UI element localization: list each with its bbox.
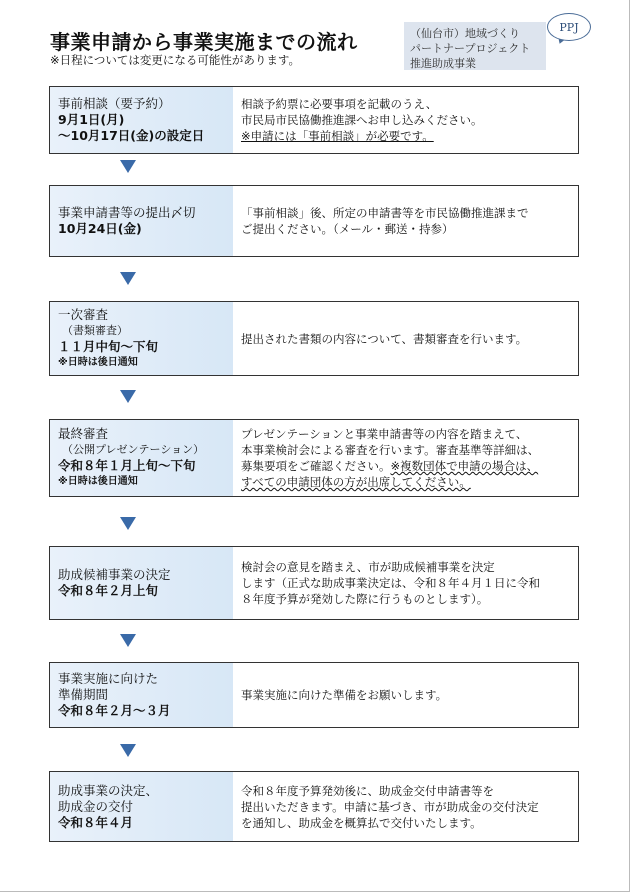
step-title: 助成金の交付: [58, 798, 134, 814]
project-line: （仙台市）地域づくり: [410, 27, 520, 40]
desc-line-emphasis: ※申請には「事前相談」が必要です。: [241, 129, 434, 143]
step-date: 令和８年１月上旬～下旬: [58, 458, 196, 473]
step-candidate-decision: [49, 546, 579, 620]
step-date: 令和８年４月: [58, 814, 134, 830]
desc-line-emphasis: すべての申請団体の方が出席してください。: [241, 475, 471, 489]
down-arrow-icon: [120, 160, 136, 173]
step-label: [50, 87, 233, 153]
step-pre-consultation: [49, 86, 579, 154]
step-title: 事業申請書等の提出〆切: [58, 205, 196, 220]
step-grant-payment: [49, 771, 579, 842]
desc-line: を通知し、助成金を概算払で交付いたします。: [241, 815, 482, 830]
step-description: [233, 186, 578, 256]
desc-line: 検討会の意見を踏まえ、市が助成候補事業を決定: [241, 560, 495, 574]
down-arrow-icon: [120, 272, 136, 285]
step-subtitle: （書類審査）: [62, 323, 128, 337]
desc-line: [241, 458, 570, 474]
desc-line: 「事前相談」後、所定の申請書等を市民協働推進課まで: [241, 206, 529, 220]
step-first-review: [49, 301, 579, 376]
project-line: パートナープロジェクト: [410, 42, 531, 55]
desc-line: プレゼンテーションと事業申請書等の内容を踏まえて、: [241, 427, 528, 441]
project-line: 推進助成事業: [410, 57, 476, 70]
step-label: [50, 420, 233, 496]
desc-line: ご提出ください。（メール・郵送・持参）: [241, 222, 454, 236]
desc-line: 相談予約票に必要事項を記載のうえ、: [241, 97, 438, 111]
desc-line: します（正式な助成事業決定は、令和８年４月１日に令和: [241, 576, 540, 590]
project-label: [404, 22, 546, 70]
step-description: [233, 772, 578, 841]
step-note: ※日時は後日通知: [58, 476, 138, 487]
step-description: [233, 420, 578, 496]
down-arrow-icon: [120, 634, 136, 647]
step-final-review: [49, 419, 579, 497]
step-date: 令和８年２月～３月: [58, 703, 171, 718]
desc-line: ８年度予算が発効した際に行うものとします）。: [241, 592, 489, 606]
step-label: [50, 663, 233, 727]
step-description: [233, 547, 578, 619]
down-arrow-icon: [120, 744, 136, 757]
step-title: 助成事業の決定、: [58, 782, 159, 798]
desc-text-emphasis: ※複数団体で申請の場合は、: [390, 459, 539, 473]
step-label: [50, 772, 233, 841]
desc-line: 事業実施に向けた準備をお願いします。: [241, 688, 448, 702]
step-description: [233, 663, 578, 727]
schedule-note: ※日程については変更になる可能性があります。: [50, 53, 300, 67]
step-label: [50, 547, 233, 619]
step-subtitle: （公開プレゼンテーション）: [62, 443, 205, 456]
desc-line: 提出いただきます。申請に基づき、市が助成金の交付決定: [241, 799, 539, 814]
desc-line: 令和８年度予算発効後に、助成金交付申請書等を: [241, 783, 494, 798]
step-description: [233, 302, 578, 375]
step-submission-deadline: [49, 185, 579, 257]
step-date: ～10月17日(金)の設定日: [58, 128, 205, 143]
step-title: 事前相談（要予約）: [58, 96, 171, 111]
ppj-badge: PPJ: [547, 13, 591, 41]
step-label: [50, 302, 233, 375]
desc-text: 募集要項をご確認ください。: [241, 459, 391, 473]
desc-line: 本事業検討会による審査を行います。審査基準等詳細は、: [241, 443, 540, 457]
step-label: [50, 186, 233, 256]
step-date: 令和８年２月上旬: [58, 583, 159, 598]
step-date: １１月中旬～下旬: [58, 338, 159, 354]
page-title: 事業申請から事業実施までの流れ: [50, 30, 358, 54]
step-title: 最終審査: [58, 426, 109, 441]
desc-line: 市民局市民協働推進課へお申し込みください。: [241, 113, 483, 127]
step-title: 準備期間: [58, 687, 109, 702]
step-note: ※日時は後日通知: [58, 356, 138, 368]
step-preparation-period: [49, 662, 579, 728]
desc-line: 提出された書類の内容について、書類審査を行います。: [241, 331, 528, 346]
down-arrow-icon: [120, 390, 136, 403]
step-title: 事業実施に向けた: [58, 671, 159, 686]
step-title: 助成候補事業の決定: [58, 567, 171, 582]
step-date: 9月1日(月): [58, 112, 125, 127]
step-description: [233, 87, 578, 153]
down-arrow-icon: [120, 517, 136, 530]
step-date: 10月24日(金): [58, 221, 142, 236]
step-title: 一次審査: [58, 306, 109, 322]
